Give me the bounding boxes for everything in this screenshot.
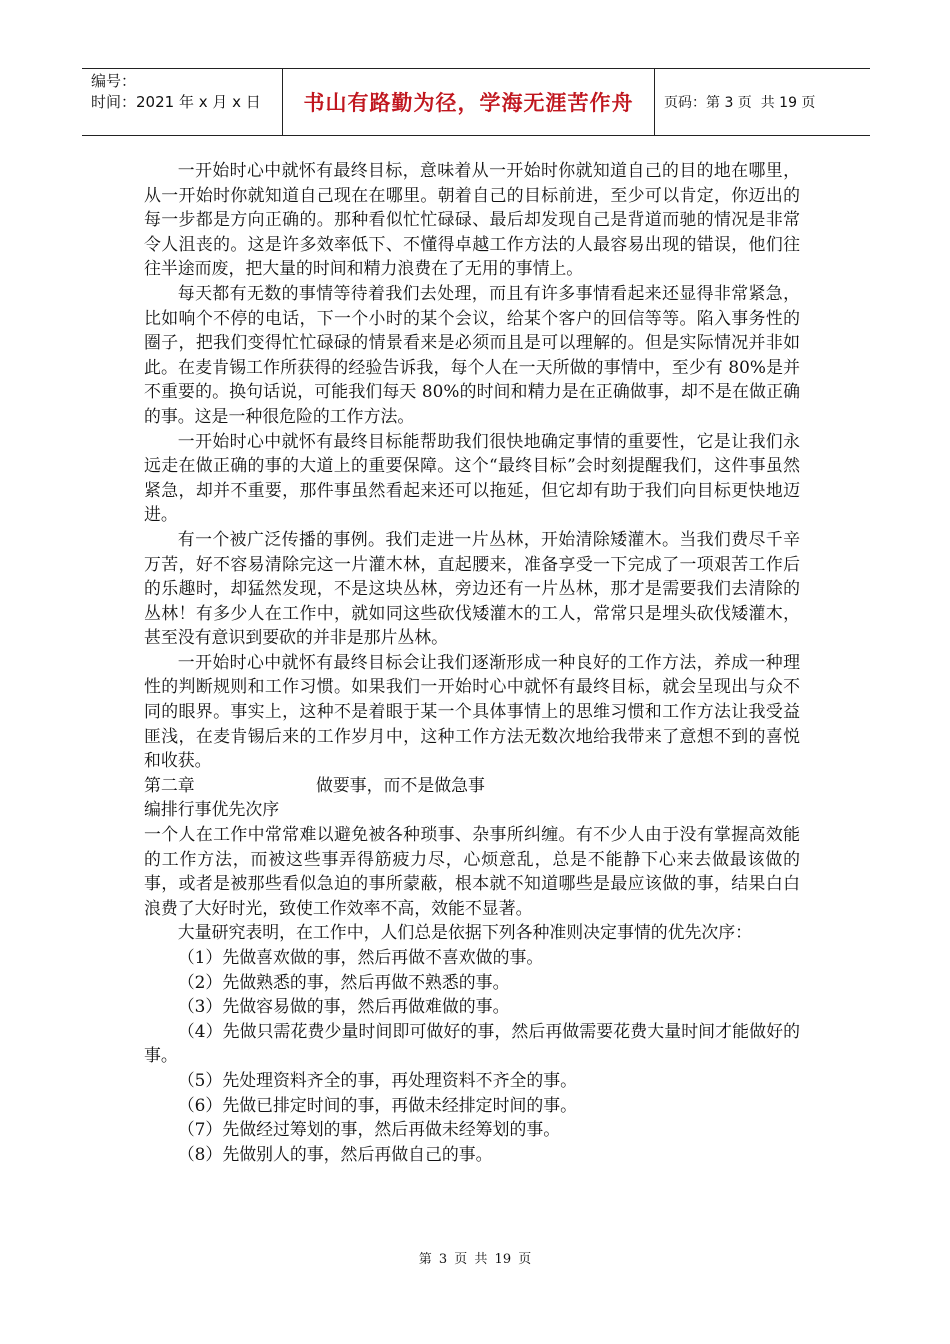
priority-item: （8）先做别人的事，然后再做自己的事。 [177,1143,493,1164]
page-header [82,68,870,136]
chapter-title: 做要事，而不是做急事 [316,774,485,795]
priority-item: （3）先做容易做的事，然后再做难做的事。 [177,996,510,1017]
body-paragraph: 一开始时心中就怀有最终目标能帮助我们很快地确定事情的重要性，它是让我们永远走在做正确的事的大道上的重要保障。这个“最终目标”会时刻提醒我们，这件事虽然紧急，却并不重要，那件事虽然看起来还可以拖延，但它却有助于我们向目标更快地迈进。 [144,430,800,525]
footer-page-indicator: 第 3 页 共 19 页 [418,1252,532,1267]
header-meta [82,69,283,135]
chapter-number: 第二章 [144,774,195,795]
priority-item: （5）先处理资料齐全的事，再处理资料不齐全的事。 [177,1069,578,1090]
header-page-info [655,69,870,135]
document-date-label: 时间：2021 年 x 月 x 日 [91,93,261,111]
page-footer [0,1248,950,1267]
body-paragraph: 有一个被广泛传播的事例。我们走进一片丛林，开始清除矮灌木。当我们费尽千辛万苦，好不容易清除完这一片灌木林，直起腰来，准备享受一下完成了一项艰苦工作后的乐趣时，却猛然发现，不是这块丛林，旁边还有一片丛林，那才是需要我们去清除的丛林！有多少人在工作中，就如同这些砍伐矮灌木的工人，常常只是埋头砍伐矮灌木，甚至没有意识到要砍的并非是那片丛林。 [144,528,800,648]
research-intro: 大量研究表明，在工作中，人们总是依据下列各种准则决定事情的优先次序： [177,922,753,943]
priority-item: （2）先做熟悉的事，然后再做不熟悉的事。 [177,971,510,992]
header-motto: 书山有路勤为径，学海无涯苦作舟 [283,69,655,135]
priority-item: （6）先做已排定时间的事，再做未经排定时间的事。 [177,1094,578,1115]
body-paragraph: 每天都有无数的事情等待着我们去处理，而且有许多事情看起来还显得非常紧急，比如响个不停的电话，下一个小时的某个会议，给某个客户的回信等等。陷入事务性的圈子，把我们变得忙忙碌碌的情景看来是必须而且是可以理解的。但是实际情况并非如此。在麦肯锡工作所获得的经验告诉我，每个人在一天所做的事情中，至少有 80%是并不重要的。换句话说，可能我们每天 80%的时间和精力是在正确做事，却不是在做正确的事。这是一种很危险的工作方法。 [144,282,800,426]
section-intro: 一个人在工作中常常难以避免被各种琐事、杂事所纠缠。有不少人由于没有掌握高效能的工作方法，而被这些事弄得筋疲力尽，心烦意乱，总是不能静下心来去做最该做的事，或者是被那些看似急迫的事所蒙蔽，根本就不知道哪些是最应该做的事，结果白白浪费了大好时光，致使工作效率不高，效能不显著。 [144,824,800,918]
priority-item: （4）先做只需花费少量时间即可做好的事，然后再做需要花费大量时间才能做好的事。 [144,1020,800,1066]
body-paragraph: 一开始时心中就怀有最终目标会让我们逐渐形成一种良好的工作方法，养成一种理性的判断规则和工作习惯。如果我们一开始时心中就怀有最终目标，就会呈现出与众不同的眼界。事实上，这种不是着眼于某一个具体事情上的思维习惯和工作方法让我受益匪浅，在麦肯锡后来的工作岁月中，这种工作方法无数次地给我带来了意想不到的喜悦和收获。 [144,651,800,771]
document-number-label: 编号： [91,72,137,90]
chapter-heading [144,773,800,798]
priority-item: （1）先做喜欢做的事，然后再做不喜欢做的事。 [177,947,544,967]
document-body [144,158,800,1166]
body-paragraph: 一开始时心中就怀有最终目标，意味着从一开始时你就知道自己的目的地在哪里，从一开始时你就知道自己现在在哪里。朝着自己的目标前进，至少可以肯定，你迈出的每一步都是方向正确的。那种看似忙忙碌碌、最后却发现自己是背道而驰的情况是非常令人沮丧的。这是许多效率低下、不懂得卓越工作方法的人最容易出现的错误，他们往往半途而废，把大量的时间和精力浪费在了无用的事情上。 [144,160,800,279]
priority-item: （7）先做经过筹划的事，然后再做未经筹划的事。 [177,1119,561,1140]
header-page-label: 页码：第 3 页 共 19 页 [664,95,816,111]
section-title: 编排行事优先次序 [144,799,280,820]
